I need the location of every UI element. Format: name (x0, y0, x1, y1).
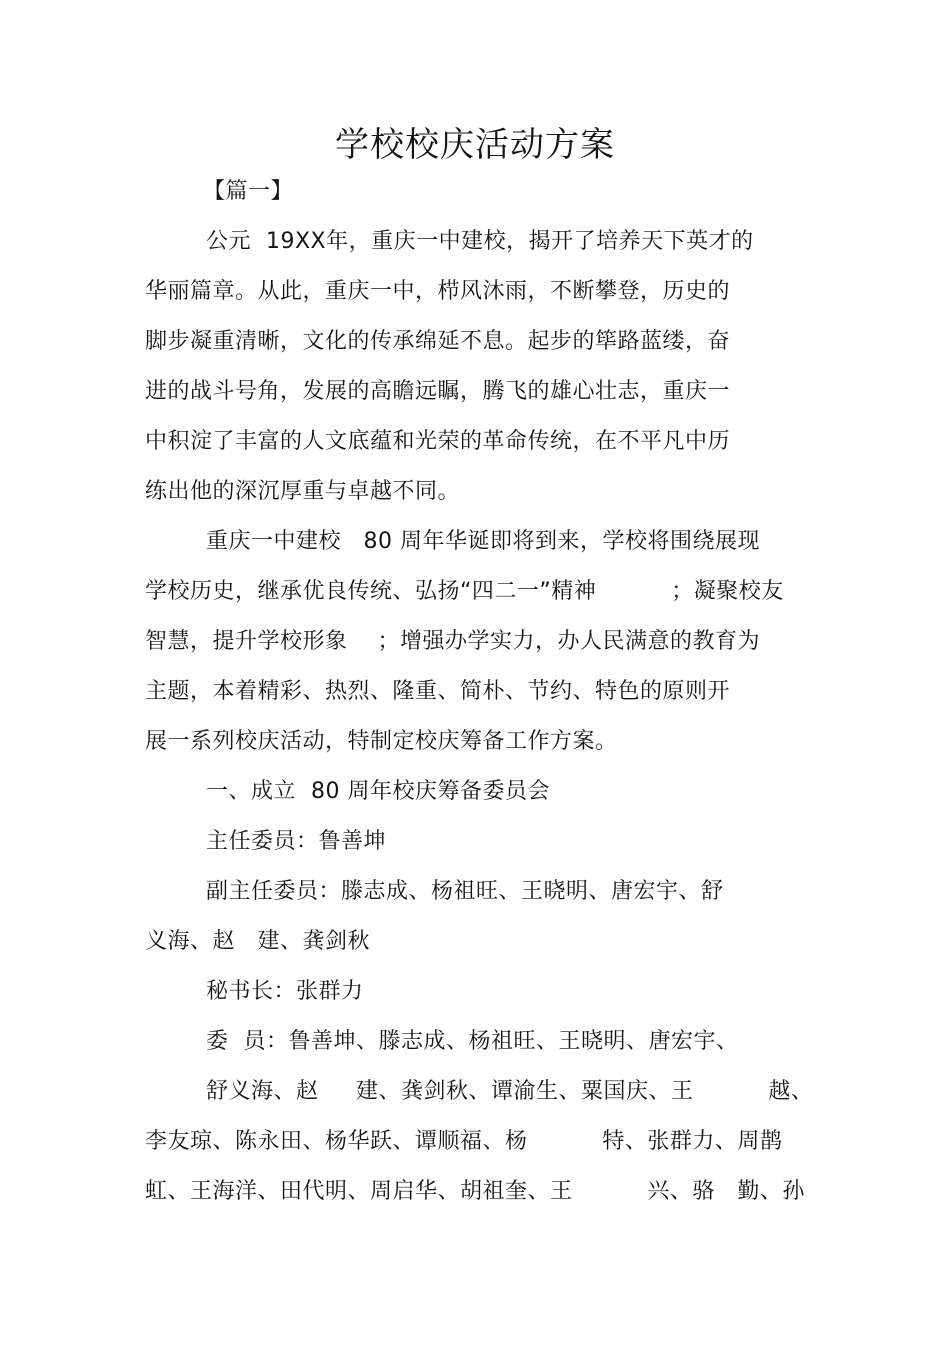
paragraph-line: 中积淀了丰富的人文底蕴和光荣的革命传统，在不平凡中历 (145, 429, 731, 454)
paragraph-line: 华丽篇章。从此，重庆一中，栉风沐雨，不断攀登，历史的 (145, 279, 731, 304)
paragraph-line: 展一系列校庆活动，特制定校庆筹备工作方案。 (145, 729, 618, 754)
paragraph-line: 学校历史，继承优良传统、弘扬“四二一”精神 ；凝聚校友 (145, 579, 784, 604)
paragraph-line: 重庆一中建校 80 周年华诞即将到来，学校将围绕展现 (206, 529, 760, 554)
paragraph-line: 义海、赵 建、龚剑秋 (145, 929, 370, 954)
paragraph-line: 李友琼、陈永田、杨华跃、谭顺福、杨 特、张群力、周鹊 (145, 1129, 783, 1154)
paragraph-line: 虹、王海洋、田代明、周启华、胡祖奎、王 兴、骆 勤、孙 (145, 1179, 805, 1204)
paragraph-line: 脚步凝重清晰，文化的传承绵延不息。起步的筚路蓝缕，奋 (145, 329, 731, 354)
paragraph-line: 主题，本着精彩、热烈、隆重、简朴、节约、特色的原则开 (145, 679, 731, 704)
paragraph-line: 委 员：鲁善坤、滕志成、杨祖旺、王晓明、唐宏宇、 (206, 1029, 739, 1054)
paragraph-line: 公元 19XX年，重庆一中建校，揭开了培养天下英才的 (206, 229, 754, 254)
paragraph-line: 主任委员：鲁善坤 (206, 829, 387, 854)
paragraph-line: 智慧，提升学校形象 ；增强办学实力，办人民满意的教育为 (145, 629, 760, 654)
document-title: 学校校庆活动方案 (335, 125, 615, 165)
paragraph-line: 舒义海、赵 建、龚剑秋、谭渝生、粟国庆、王 越、 (206, 1079, 814, 1104)
paragraph-line: 副主任委员：滕志成、杨祖旺、王晓明、唐宏宇、舒 (206, 879, 724, 904)
section-heading: 【篇一】 (203, 179, 294, 204)
section-heading: 一、成立 80 周年校庆筹备委员会 (206, 779, 550, 804)
paragraph-line: 秘书长：张群力 (206, 979, 364, 1004)
paragraph-line: 练出他的深沉厚重与卓越不同。 (145, 479, 461, 504)
paragraph-line: 进的战斗号角，发展的高瞻远瞩，腾飞的雄心壮志，重庆一 (145, 379, 731, 404)
